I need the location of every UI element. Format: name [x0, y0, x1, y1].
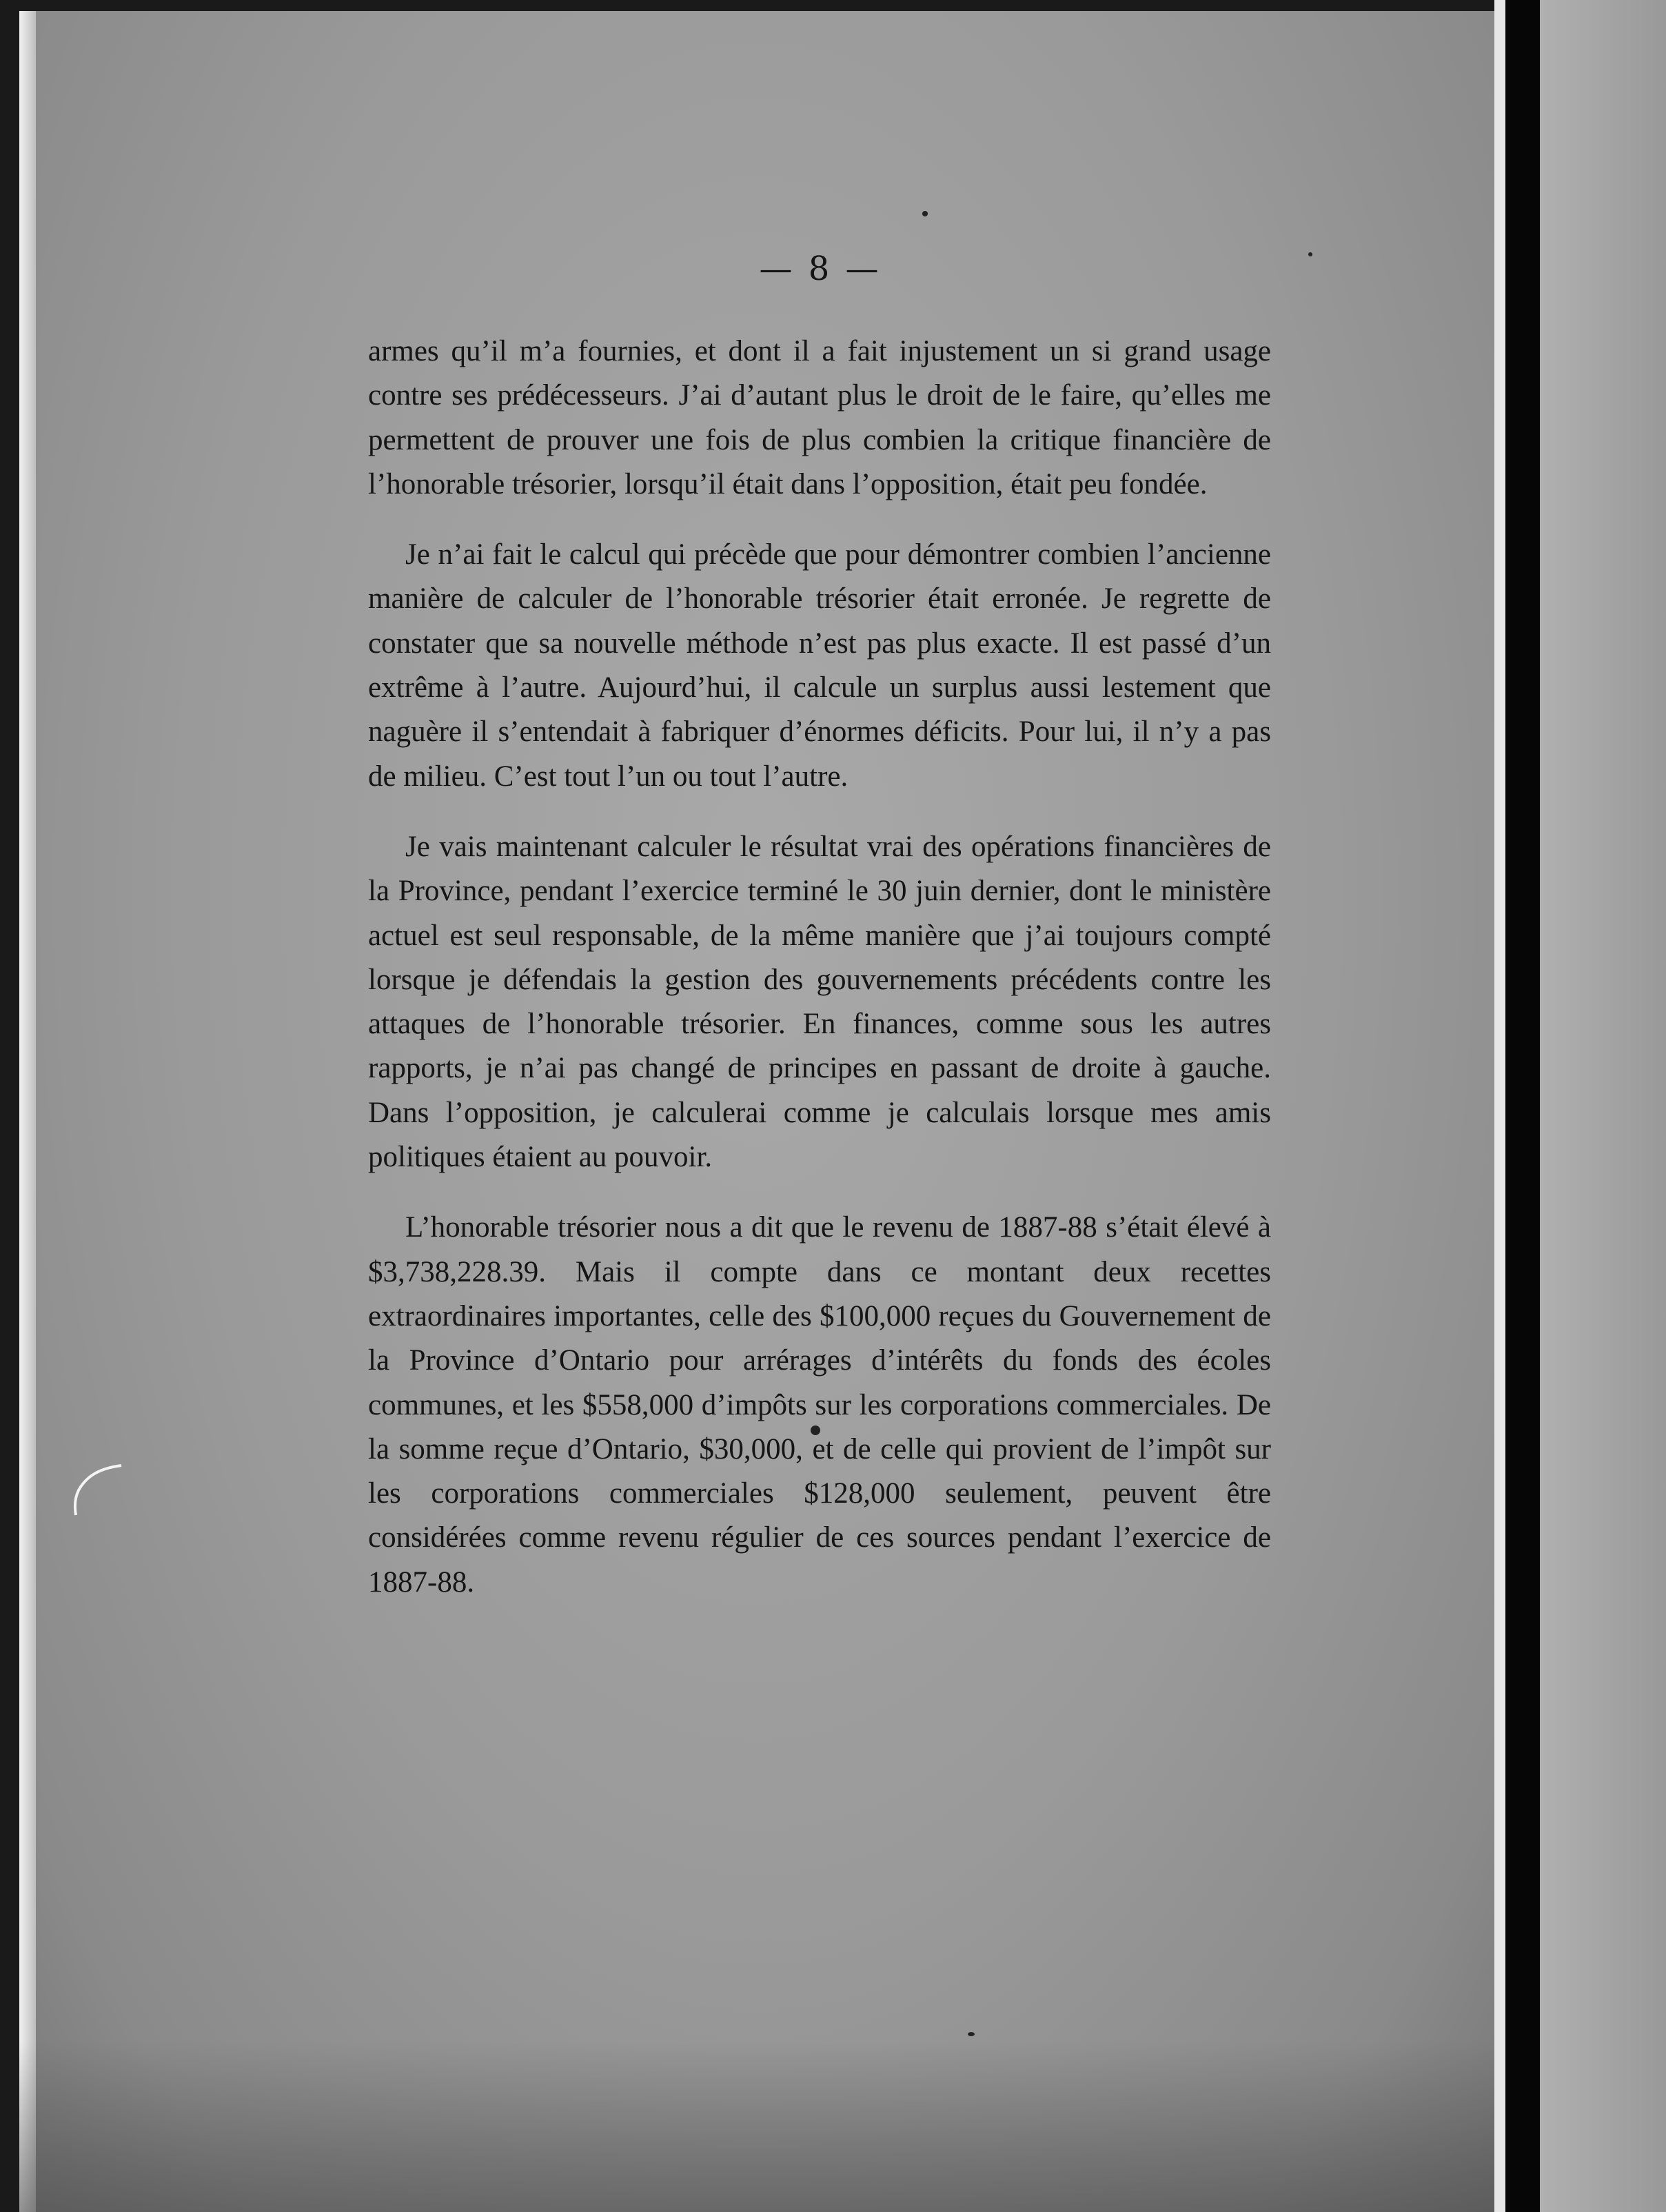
dust-speck	[1308, 252, 1312, 256]
paragraph: L’honorable trésorier nous a dit que le revenu de 1887-88 s’était élevé à $3,738,228.39. Mais il compte dans ce montant deux recettes extraordinaires importantes, celle des $100,000 reçues du Gouvernement de la Province d’Ontario pour arrérages d’intérêts du fonds des écoles communes, et les $558,000 d’impôts sur les corporations commerciales. De la somme reçue d’Ontario, $30,000, et de celle qui provient de l’impôt sur les corporations commerciales $128,000 seulement, peuvent être considérées comme revenu régulier de ces sources pendant l’exercice de 1887-88.	[368, 1211, 1271, 1599]
paragraph: Je n’ai fait le calcul qui précède que pour démontrer combien l’ancienne manière de calculer de l’honorable trésorier était erronée. Je regrette de constater que sa nouvelle méthode n’est pas plus exacte. Il est passé d’un extrême à l’autre. Aujourd’hui, il calcule un surplus aussi lestement que naguère il s’entendait à fabriquer d’énormes déficits. Pour lui, il n’y a pas de milieu. C’est tout l’un ou tout l’autre.	[368, 538, 1271, 793]
page-left-edge	[19, 11, 36, 2212]
page-bottom-shadow	[19, 2040, 1494, 2212]
page-number: — 8 —	[759, 250, 882, 288]
facing-page-strip	[1540, 0, 1666, 2212]
paragraph: armes qu’il m’a fournies, et dont il a fait injustement un si grand usage contre ses prédécesseurs. J’ai d’autant plus le droit de le faire, qu’elles me permettent de prouver une fois de plus combien la critique financière de l’honorable trésorier, lorsqu’il était dans l’opposition, était peu fondée.	[368, 335, 1271, 500]
book-spine-shadow	[1505, 0, 1540, 2212]
page-right-edge	[1494, 0, 1505, 2212]
paragraph: Je vais maintenant calculer le résultat vrai des opérations financières de la Province, pendant l’exercice terminé le 30 juin dernier, dont le ministère actuel est seul responsable, de la même manière que j’ai toujours compté lorsque je défendais la gestion des gouvernements précédents contre les attaques de l’honorable trésorier. En finances, comme sous les autres rapports, je n’ai pas changé de principes en passant de droite à gauche. Dans l’opposition, je calculerai comme je calculais lorsque mes amis politiques étaient au pouvoir.	[368, 830, 1271, 1174]
dust-speck	[968, 2032, 975, 2036]
page-scratch-mark	[66, 1460, 128, 1522]
body-text	[368, 329, 1271, 1631]
dust-speck	[922, 211, 928, 216]
